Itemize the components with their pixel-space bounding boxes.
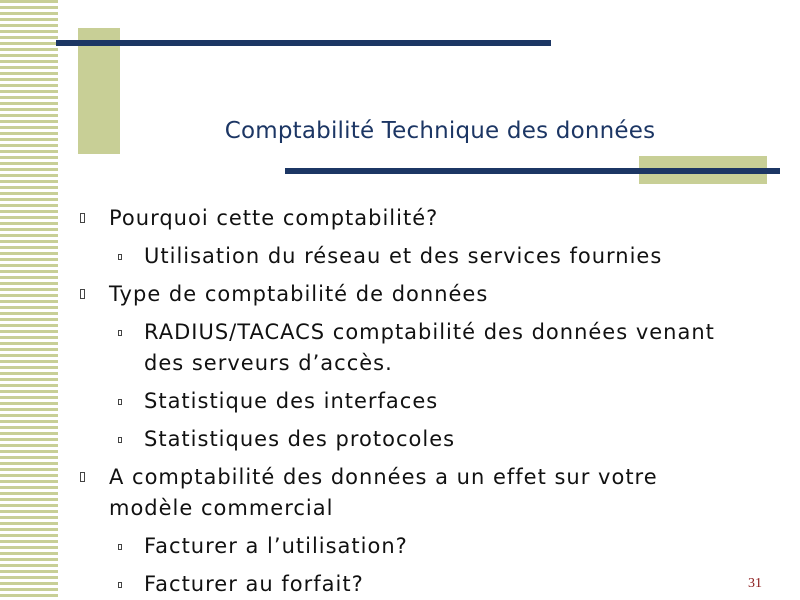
sub-bullet-item xyxy=(78,424,738,455)
bullet-text: Pourquoi cette comptabilité? xyxy=(109,206,439,230)
sub-bullet-item xyxy=(78,531,738,562)
sub-bullet-item xyxy=(78,386,738,417)
title-rule-bottom xyxy=(285,168,780,174)
sub-bullet-item xyxy=(78,569,738,600)
bullet-text: Type de comptabilité de données xyxy=(109,282,489,306)
striped-margin-decoration xyxy=(0,0,58,600)
page-number: 31 xyxy=(748,576,762,591)
sub-bullet-marker-icon xyxy=(118,330,122,336)
sub-bullet-text: Facturer a l’utilisation? xyxy=(144,534,408,558)
slide-title: Comptabilité Technique des données xyxy=(224,118,656,144)
bullet-marker-icon xyxy=(80,213,85,223)
sub-bullet-marker-icon xyxy=(118,254,122,260)
bullet-list xyxy=(78,203,738,600)
sub-bullet-text: RADIUS/TACACS comptabilité des données venant des serveurs d’accès. xyxy=(144,320,715,375)
bullet-marker-icon xyxy=(80,472,85,482)
sub-bullet-text: Statistiques des protocoles xyxy=(144,427,456,451)
sub-bullet-text: Utilisation du réseau et des services fournies xyxy=(144,244,663,268)
bullet-item xyxy=(78,279,738,310)
sub-bullet-marker-icon xyxy=(118,544,122,550)
sub-bullet-item xyxy=(78,241,738,272)
sub-bullet-marker-icon xyxy=(118,582,122,588)
sub-bullet-item xyxy=(78,317,738,379)
bullet-item xyxy=(78,462,738,524)
bullet-item xyxy=(78,203,738,234)
olive-accent-block xyxy=(78,28,120,154)
sub-bullet-text: Statistique des interfaces xyxy=(144,389,439,413)
sub-bullet-marker-icon xyxy=(118,399,122,405)
bullet-marker-icon xyxy=(80,289,85,299)
title-rule-top xyxy=(56,40,551,46)
sub-bullet-marker-icon xyxy=(118,437,122,443)
bullet-text: A comptabilité des données a un effet sur votre modèle commercial xyxy=(109,465,658,520)
sub-bullet-text: Facturer au forfait? xyxy=(144,572,364,596)
